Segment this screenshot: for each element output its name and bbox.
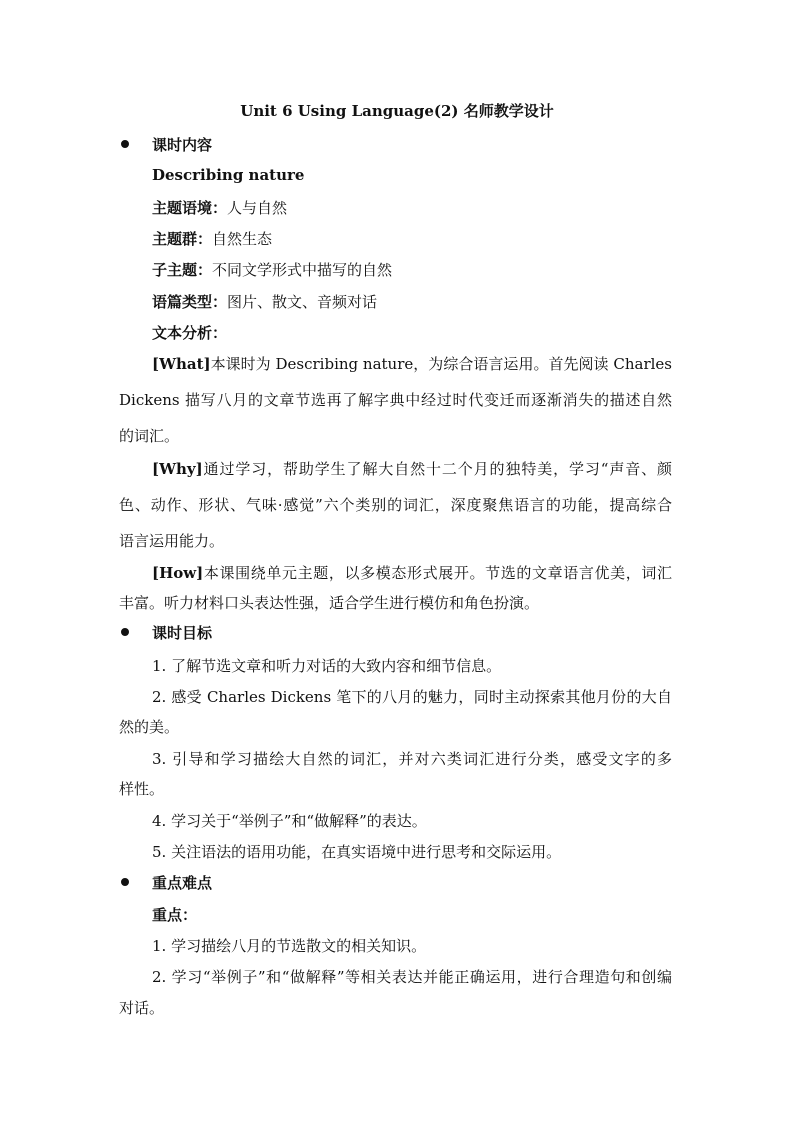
what-text-2: Dickens 描写八月的文章节选再了解字典中经过时代变迁而逐渐消失的描述自然 (119, 391, 672, 409)
theme-context (152, 197, 287, 218)
text-type-value: 图片、散文、音频对话 (227, 293, 378, 311)
how-tag: [How] (152, 564, 204, 582)
subtheme-label: 子主题： (152, 261, 213, 279)
key-point-2-text: 2. 学习“举例子”和“做解释”等相关表达并能正确运用，进行合理造句和创编 (152, 968, 672, 986)
key-point-2-line2: 对话。 (119, 999, 165, 1017)
what-paragraph-line2 (119, 389, 672, 410)
key-point-1: 1. 学习描绘八月的节选散文的相关知识。 (152, 937, 427, 955)
goal-item-3-line2: 样性。 (119, 780, 165, 798)
text-analysis-label: 文本分析： (152, 324, 228, 342)
what-text-1: 本课时为 Describing nature，为综合语言运用。首先阅读 Charles (210, 355, 672, 373)
why-tag: [Why] (152, 460, 203, 478)
text-type (152, 291, 377, 312)
document-title: Unit 6 Using Language(2) 名师教学设计 (240, 102, 554, 120)
goal-item-3-line1 (152, 748, 672, 769)
what-paragraph-line3: 的词汇。 (119, 427, 180, 445)
why-paragraph-line2 (119, 494, 672, 515)
why-text-2: 色、动作、形状、气味·感觉”六个类别的词汇，深度聚焦语言的功能，提高综合 (119, 496, 672, 514)
theme-context-label: 主题语境： (152, 199, 228, 217)
key-point-2-line1 (152, 966, 672, 987)
subtheme-value: 不同文学形式中描写的自然 (212, 261, 393, 279)
goal-item-2-text: 2. 感受 Charles Dickens 笔下的八月的魅力，同时主动探索其他月份的大自 (152, 688, 672, 706)
goal-item-2-line2: 然的美。 (119, 718, 180, 736)
section-heading-content: 课时内容 (152, 136, 213, 154)
how-paragraph-line2: 丰富。听力材料口头表达性强，适合学生进行模仿和角色扮演。 (119, 594, 540, 612)
why-paragraph-line1 (152, 458, 672, 479)
text-type-label: 语篇类型： (152, 293, 228, 311)
what-tag: [What] (152, 355, 211, 373)
bullet-icon (121, 628, 129, 636)
how-text-1: 本课围绕单元主题，以多模态形式展开。节选的文章语言优美，词汇 (203, 564, 672, 582)
why-text-1: 通过学习，帮助学生了解大自然十二个月的独特美，学习“声音、颜 (202, 460, 672, 478)
theme-context-value: 人与自然 (227, 199, 288, 217)
how-paragraph-line1 (152, 562, 672, 583)
goal-item-5: 5. 关注语法的语用功能，在真实语境中进行思考和交际运用。 (152, 843, 562, 861)
theme-group-label: 主题群： (152, 230, 213, 248)
goal-item-2-line1 (152, 686, 672, 707)
focus-label: 重点： (152, 906, 198, 924)
section-heading-goals: 课时目标 (152, 624, 213, 642)
bullet-icon (121, 140, 129, 148)
what-paragraph-line1 (152, 353, 672, 374)
section-heading-key-points: 重点难点 (152, 874, 213, 892)
lesson-subtitle: Describing nature (152, 166, 305, 184)
why-paragraph-line3: 语言运用能力。 (119, 532, 225, 550)
goal-item-3-text: 3. 引导和学习描绘大自然的词汇，并对六类词汇进行分类，感受文字的多 (152, 750, 672, 768)
goal-item-4: 4. 学习关于“举例子”和“做解释”的表达。 (152, 812, 427, 830)
subtheme (152, 259, 392, 280)
bullet-icon (121, 878, 129, 886)
theme-group-value: 自然生态 (212, 230, 273, 248)
goal-item-1: 1. 了解节选文章和听力对话的大致内容和细节信息。 (152, 657, 502, 675)
theme-group (152, 228, 272, 249)
